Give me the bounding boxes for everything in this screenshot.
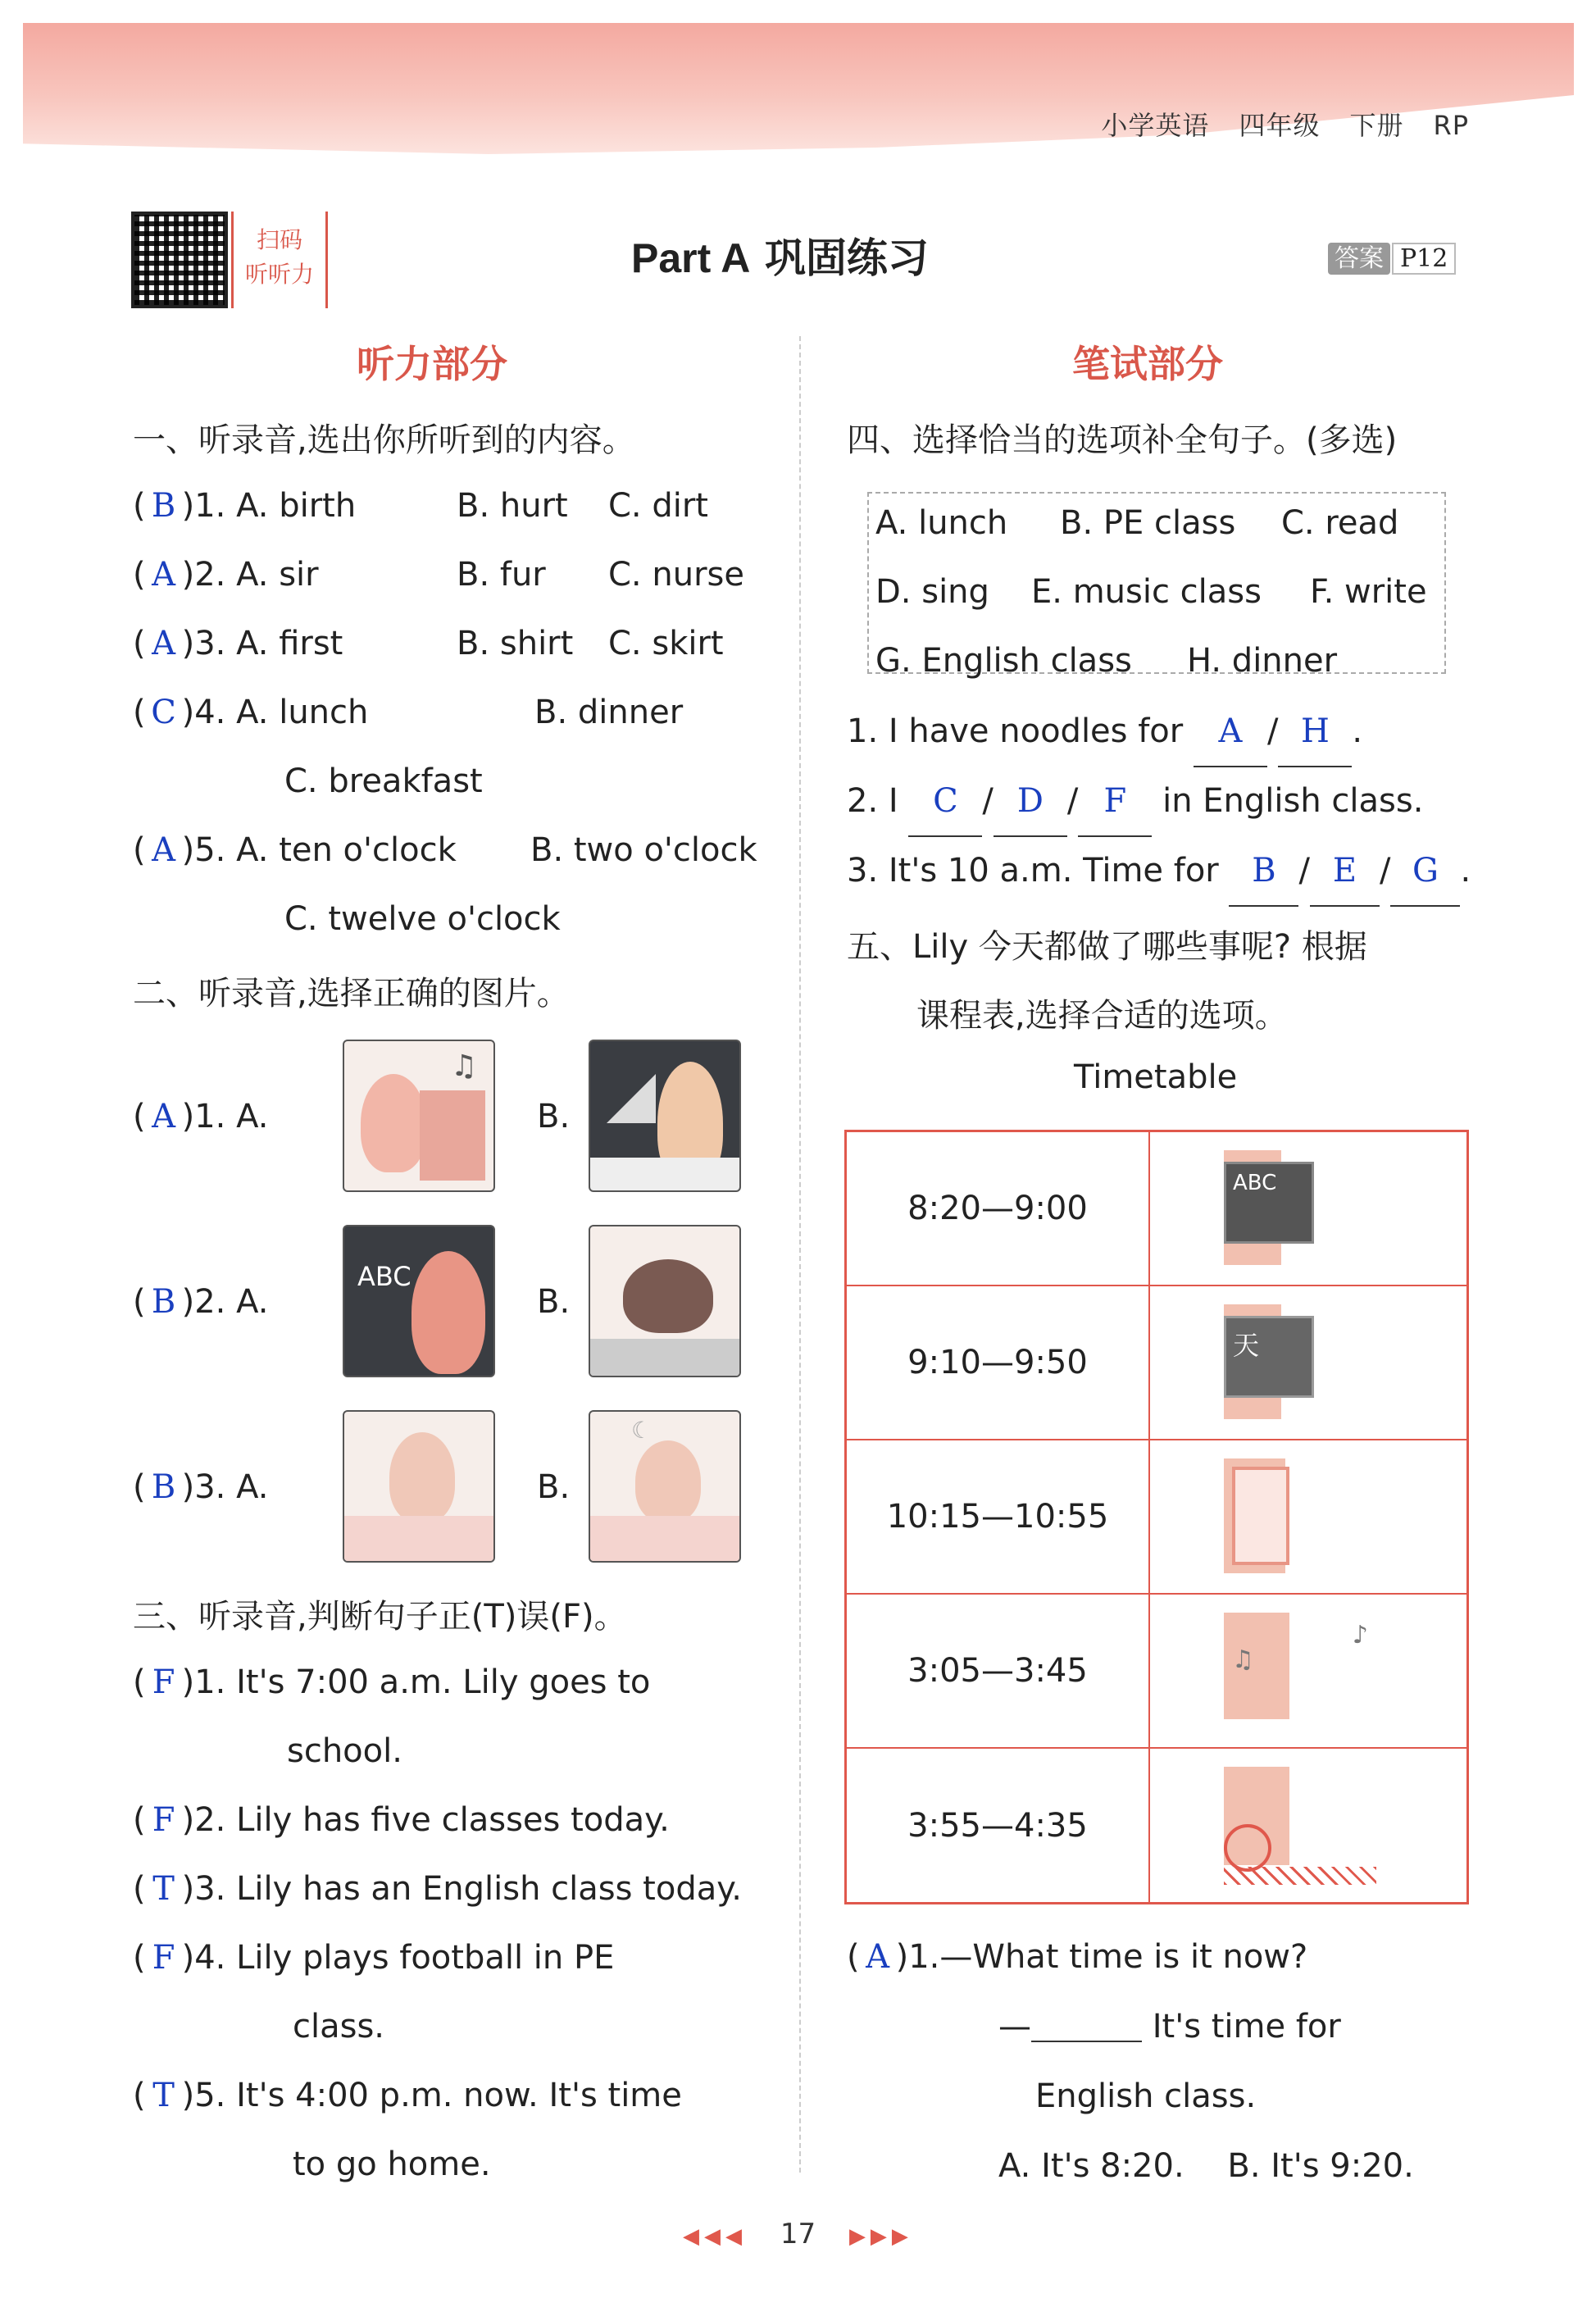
section1-title: 一、听录音,选出你所听到的内容。 (133, 421, 635, 459)
question-text: 3. It's 10 a.m. Time for (847, 852, 1219, 890)
answer-mark: A (152, 831, 176, 869)
listening-heading: 听力部分 (357, 342, 507, 386)
list-item: ( B )2. A. (133, 1267, 268, 1336)
fill-question-3: 3. It's 10 a.m. Time for B / E / G . (847, 836, 1471, 907)
option-a: A. It's 8:20. (998, 2147, 1184, 2185)
option: B. PE class (1060, 504, 1236, 542)
music-note-icon: ♫ (1232, 1645, 1254, 1674)
board-text: ABC (1224, 1162, 1314, 1244)
options-row-3 (875, 626, 1338, 695)
section5-title-line2: 课程表,选择合适的选项。 (916, 997, 1288, 1035)
part-name: 巩固练习 (764, 234, 929, 282)
choice-question-1: ( A )1.—What time is it now? (847, 1923, 1307, 1991)
scan-line1: 扫码 (256, 226, 302, 253)
option-b: B. (537, 1468, 571, 1506)
answer-mark: B (151, 1468, 176, 1506)
dialogue-line: English class. (1035, 2077, 1257, 2115)
item-number: )4. (181, 694, 226, 731)
option-c: C. breakfast (284, 762, 483, 800)
edition-label: RP (1433, 110, 1469, 141)
option-b: B. (537, 1283, 571, 1321)
option-c: C. skirt (608, 625, 724, 662)
option-b: B. shirt (457, 625, 574, 662)
picture-chinese-class (1224, 1304, 1376, 1422)
answer-mark: F (152, 1663, 175, 1701)
item-number: )4. (181, 1939, 226, 1977)
choice-options (998, 2132, 1414, 2200)
item-number: )3. (181, 1870, 226, 1908)
option: D. sing (875, 573, 989, 611)
item-number: )5. (181, 2077, 226, 2114)
list-item: ( A )5. A. ten o'clock B. two o'clock (133, 816, 561, 885)
board-text: 天 (1224, 1316, 1314, 1398)
option-b: B. hurt (457, 487, 568, 525)
list-item: ( T )5. It's 4:00 p.m. now. It's time (133, 2061, 742, 2130)
section4-title: 四、选择恰当的选项补全句子。(多选) (847, 421, 1398, 459)
answer-mark: T (152, 2077, 175, 2114)
answer-blank[interactable]: H (1278, 697, 1352, 767)
timetable (844, 1130, 1469, 1904)
question-text: 1. I have noodles for (847, 712, 1184, 750)
time-cell: 3:05—3:45 (847, 1595, 1150, 1747)
fill-question-2: 2. I C / D / F in English class. (847, 767, 1423, 837)
option-a: A. lunch (236, 694, 369, 731)
item-number: )1. (181, 1663, 226, 1701)
answer-blank[interactable]: B (1229, 836, 1298, 907)
music-note-icon: ♫ (450, 1049, 477, 1083)
scan-hint (231, 212, 328, 308)
section3-title: 三、听录音,判断句子正(T)误(F)。 (133, 1598, 627, 1636)
option: E. music class (1031, 573, 1262, 611)
punctuation: . (1352, 712, 1363, 750)
list-item: ( B )3. A. (133, 1453, 268, 1522)
answer-blank[interactable]: A (1194, 697, 1267, 767)
statement: Lily plays football in PE (236, 1939, 615, 1977)
answer-blank[interactable]: C (908, 767, 982, 837)
punctuation: . (1460, 852, 1471, 890)
option-b: B. fur (457, 556, 546, 594)
list-item: ( A )3. A. first B. shirt C. skirt (133, 609, 561, 678)
picture-pe-class (1224, 1767, 1376, 1885)
picture-dinner[interactable] (589, 1410, 741, 1563)
statement: Lily has an English class today. (236, 1870, 742, 1908)
option-a: A. (236, 1098, 269, 1135)
picture-english-board[interactable] (343, 1225, 495, 1377)
option-c: C. twelve o'clock (284, 900, 561, 938)
section3-list (133, 1648, 742, 2199)
option-b: B. dinner (534, 694, 684, 731)
options-row-2 (875, 557, 1427, 626)
answer-mark: F (152, 1801, 175, 1839)
list-item-cont: to go home. (293, 2146, 491, 2183)
page-footer (0, 2218, 1596, 2250)
list-item: ( F )2. Lily has five classes today. (133, 1786, 742, 1854)
section5-title-line1: 五、Lily 今天都做了哪些事呢? 根据 (847, 928, 1367, 966)
prev-arrows-icon: ◀◀◀ (683, 2224, 748, 2249)
list-item-cont (133, 747, 561, 816)
list-item-cont: school. (287, 1732, 402, 1770)
list-item: ( T )3. Lily has an English class today. (133, 1854, 742, 1923)
answer-mark: F (152, 1939, 175, 1977)
picture-lunch[interactable] (343, 1410, 495, 1563)
picture-sleeping[interactable] (589, 1225, 741, 1377)
qr-code-icon[interactable] (131, 212, 228, 308)
answer-blank[interactable]: E (1310, 836, 1380, 907)
question-text: It's time for (1152, 2008, 1341, 2045)
statement: It's 4:00 p.m. now. It's time (236, 2077, 682, 2114)
option-a: A. (236, 1283, 269, 1321)
list-item-cont: class. (293, 2008, 385, 2045)
list-item: ( C )4. A. lunch B. dinner (133, 678, 561, 747)
scan-line2: 听听力 (244, 261, 314, 288)
subject-label: 小学英语 (1101, 110, 1210, 141)
option: C. read (1281, 504, 1399, 542)
option: F. write (1310, 573, 1427, 611)
question-text: in English class. (1162, 782, 1424, 820)
page-title (631, 225, 929, 284)
item-number: )5. (181, 831, 226, 869)
time-cell: 9:10—9:50 (847, 1286, 1150, 1439)
dash: — (998, 2008, 1031, 2045)
picture-music-class (1224, 1613, 1376, 1731)
board-text: ABC (357, 1261, 412, 1292)
picture-math[interactable] (589, 1040, 741, 1192)
writing-heading: 笔试部分 (1072, 342, 1223, 386)
item-number: )3. (181, 625, 226, 662)
table-title: Timetable (1074, 1058, 1238, 1096)
table-row (847, 1595, 1466, 1749)
list-item-cont (133, 885, 561, 953)
moon-icon: ☾ (631, 1417, 652, 1444)
section2-title: 二、听录音,选择正确的图片。 (133, 975, 570, 1012)
picture-english-class (1224, 1150, 1376, 1268)
option-a: A. first (236, 625, 343, 662)
picture-art-class (1224, 1458, 1376, 1577)
item-number: )2. (181, 556, 226, 594)
answer-blank[interactable]: G (1390, 836, 1460, 907)
answer-mark: T (152, 1870, 175, 1908)
answer-mark: A (152, 556, 176, 594)
part-label: Part A (631, 235, 751, 281)
time-cell: 10:15—10:55 (847, 1440, 1150, 1593)
option-a: A. birth (236, 487, 357, 525)
music-note-icon: ♪ (1352, 1621, 1368, 1650)
answer-blank[interactable]: D (994, 767, 1067, 837)
list-item: ( F )1. It's 7:00 a.m. Lily goes to (133, 1648, 742, 1717)
option-c: C. dirt (608, 487, 708, 525)
item-number: )3. (181, 1468, 226, 1506)
table-row (847, 1440, 1466, 1595)
fill-question-1: 1. I have noodles for A / H . (847, 697, 1362, 767)
option-a: A. ten o'clock (236, 831, 457, 869)
item-number: )1. (895, 1938, 940, 1976)
option-a: A. (236, 1468, 269, 1506)
options-box (867, 492, 1446, 680)
item-number: )1. (181, 1098, 226, 1135)
list-item: ( B )1. A. birth B. hurt C. dirt (133, 471, 561, 540)
item-number: )1. (181, 487, 226, 525)
answer-mark: A (866, 1938, 890, 1976)
option-b: B. It's 9:20. (1227, 2147, 1414, 2185)
answer-mark: A (152, 1098, 176, 1135)
answer-label: 答案 (1328, 243, 1390, 275)
statement: It's 7:00 a.m. Lily goes to (236, 1663, 651, 1701)
question-text: 2. I (847, 782, 898, 820)
options-row-1 (875, 489, 1399, 557)
option: G. English class (875, 642, 1132, 680)
page-number: 17 (780, 2218, 816, 2250)
item-number: )2. (181, 1283, 226, 1321)
statement: Lily has five classes today. (236, 1801, 670, 1839)
option-b: B. two o'clock (530, 831, 757, 869)
grade-label: 四年级 (1239, 110, 1321, 141)
answer-mark: B (151, 1283, 176, 1321)
answer-page: P12 (1392, 243, 1456, 275)
answer-mark: A (152, 625, 176, 662)
time-cell: 8:20—9:00 (847, 1132, 1150, 1285)
option-b: B. (537, 1098, 571, 1135)
volume-label: 下册 (1349, 110, 1404, 141)
column-divider (799, 336, 801, 2173)
picture-piano[interactable] (343, 1040, 495, 1192)
option-c: C. nurse (608, 556, 744, 594)
answer-reference (1328, 238, 1456, 274)
answer-blank[interactable]: F (1078, 767, 1152, 837)
answer-mark: B (151, 487, 176, 525)
time-cell: 3:55—4:35 (847, 1749, 1150, 1903)
item-number: )2. (181, 1801, 226, 1839)
option: H. dinner (1187, 642, 1338, 680)
dialogue-line (998, 1992, 1341, 2061)
section1-list (133, 471, 757, 953)
table-row (847, 1286, 1466, 1440)
table-row (847, 1749, 1466, 1903)
book-info (1071, 105, 1469, 143)
list-item: ( F )4. Lily plays football in PE (133, 1923, 742, 1992)
option: A. lunch (875, 504, 1008, 542)
option-a: A. sir (236, 556, 319, 594)
answer-blank[interactable] (1031, 2004, 1142, 2042)
table-row (847, 1132, 1466, 1286)
question-text: —What time is it now? (939, 1938, 1308, 1976)
list-item: ( A )2. A. sir B. fur C. nurse (133, 540, 561, 609)
next-arrows-icon: ▶▶▶ (848, 2224, 913, 2249)
answer-mark: C (151, 694, 176, 731)
list-item: ( A )1. A. (133, 1082, 268, 1151)
